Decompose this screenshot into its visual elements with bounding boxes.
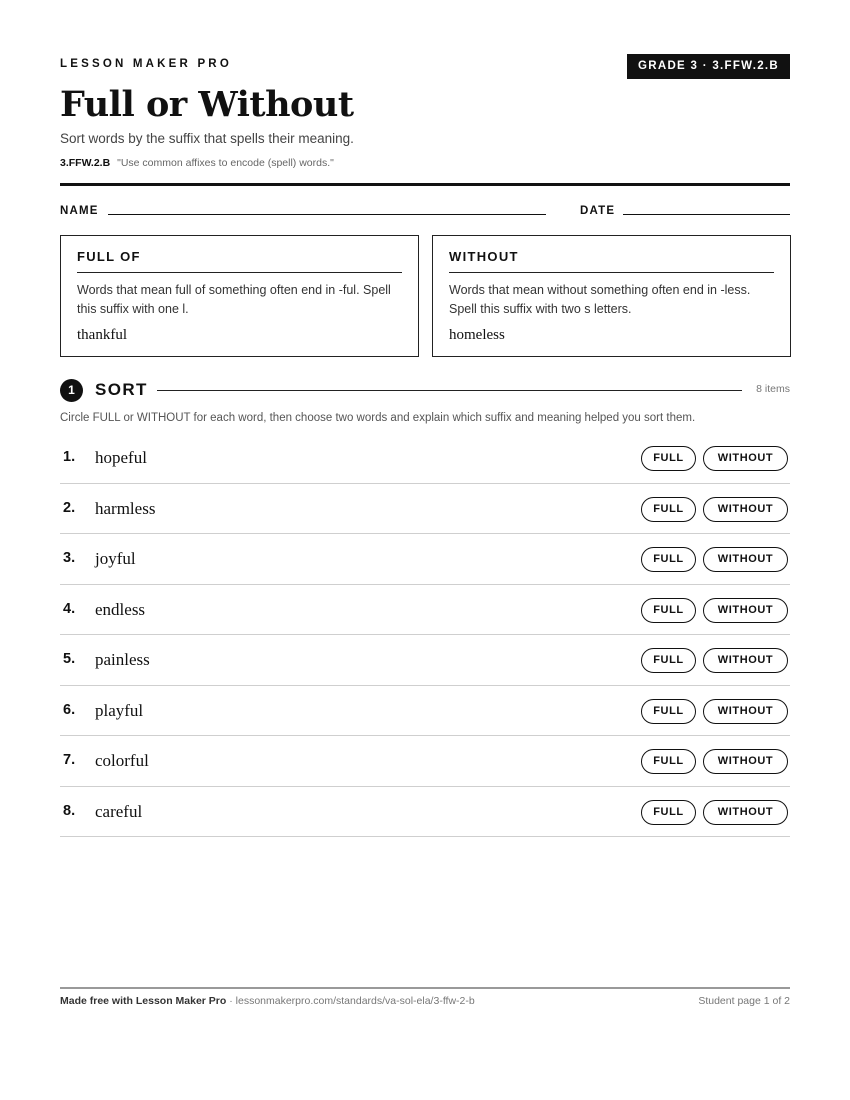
full-of-box — [60, 235, 419, 357]
item-number: 5. — [63, 651, 76, 667]
item-number: 7. — [63, 752, 76, 768]
item-number: 8. — [63, 802, 76, 819]
item-word: playful — [95, 700, 144, 720]
name-label: NAME — [60, 205, 99, 217]
name-field[interactable] — [108, 214, 546, 215]
item-number: 2. — [63, 499, 76, 516]
box-description: Words that mean without something often end in -less. Spell this suffix with two s letters. — [449, 283, 751, 316]
full-choice-button[interactable]: FULL — [641, 497, 696, 522]
full-choice-button[interactable]: FULL — [641, 446, 696, 471]
standard-text: "Use common affixes to encode (spell) words." — [117, 157, 334, 169]
without-box — [432, 235, 791, 357]
full-choice-button[interactable]: FULL — [641, 800, 696, 825]
box-heading: WITHOUT — [449, 249, 774, 273]
page-title: Full or Without — [60, 84, 354, 125]
list-item — [60, 787, 790, 838]
box-example: homeless — [449, 327, 505, 343]
section-divider — [157, 390, 742, 391]
list-item — [60, 736, 790, 787]
item-word: careful — [95, 801, 143, 821]
section-instructions: Circle FULL or WITHOUT for each word, then choose two words and explain which suffix and meaning helped you sort them. — [60, 412, 696, 424]
item-number: 1. — [63, 449, 76, 465]
list-item — [60, 433, 790, 484]
brand-name: LESSON MAKER PRO — [60, 58, 232, 70]
box-example: thankful — [77, 327, 127, 343]
item-word: endless — [95, 599, 146, 619]
without-choice-button[interactable]: WITHOUT — [703, 648, 788, 673]
standard-line — [60, 157, 334, 169]
without-choice-button[interactable]: WITHOUT — [703, 547, 788, 572]
item-word: hopeful — [95, 448, 147, 467]
full-choice-button[interactable]: FULL — [641, 648, 696, 673]
without-choice-button[interactable]: WITHOUT — [703, 699, 788, 724]
full-choice-button[interactable]: FULL — [641, 547, 696, 572]
footer-url[interactable]: · lessonmakerpro.com/standards/va-sol-ela/3-ffw-2-b — [226, 995, 475, 1007]
footer-made-with: Made free with Lesson Maker Pro — [60, 995, 227, 1007]
item-number: 4. — [63, 600, 76, 617]
footer-divider — [60, 987, 790, 989]
without-choice-button[interactable]: WITHOUT — [703, 446, 788, 471]
full-choice-button[interactable]: FULL — [641, 749, 696, 774]
without-choice-button[interactable]: WITHOUT — [703, 749, 788, 774]
grade-badge: GRADE 3 · 3.FFW.2.B — [627, 54, 790, 79]
item-word: painless — [95, 650, 150, 669]
list-item — [60, 686, 790, 737]
without-choice-button[interactable]: WITHOUT — [703, 497, 788, 522]
full-choice-button[interactable]: FULL — [641, 699, 696, 724]
list-item — [60, 534, 790, 585]
full-choice-button[interactable]: FULL — [641, 598, 696, 623]
item-number: 6. — [63, 701, 76, 718]
sort-list — [60, 433, 790, 837]
list-item — [60, 585, 790, 636]
page-indicator: Student page 1 of 2 — [698, 995, 790, 1007]
standard-code: 3.FFW.2.B — [60, 157, 111, 169]
item-word: harmless — [95, 498, 156, 518]
date-field[interactable] — [623, 214, 790, 215]
box-heading: FULL OF — [77, 249, 402, 273]
list-item — [60, 635, 790, 686]
section-number-badge: 1 — [60, 379, 83, 402]
date-label: DATE — [580, 205, 616, 217]
item-count: 8 items — [756, 383, 790, 395]
page-subtitle: Sort words by the suffix that spells their meaning. — [60, 131, 354, 146]
box-description: Words that mean full of something often end in -ful. Spell this suffix with one l. — [77, 283, 391, 316]
list-item — [60, 484, 790, 535]
footer-credit — [60, 995, 475, 1007]
section-title: SORT — [95, 380, 148, 399]
item-word: joyful — [95, 549, 136, 568]
item-word: colorful — [95, 751, 149, 770]
without-choice-button[interactable]: WITHOUT — [703, 598, 788, 623]
header-divider — [60, 183, 790, 186]
item-number: 3. — [63, 550, 76, 566]
without-choice-button[interactable]: WITHOUT — [703, 800, 788, 825]
